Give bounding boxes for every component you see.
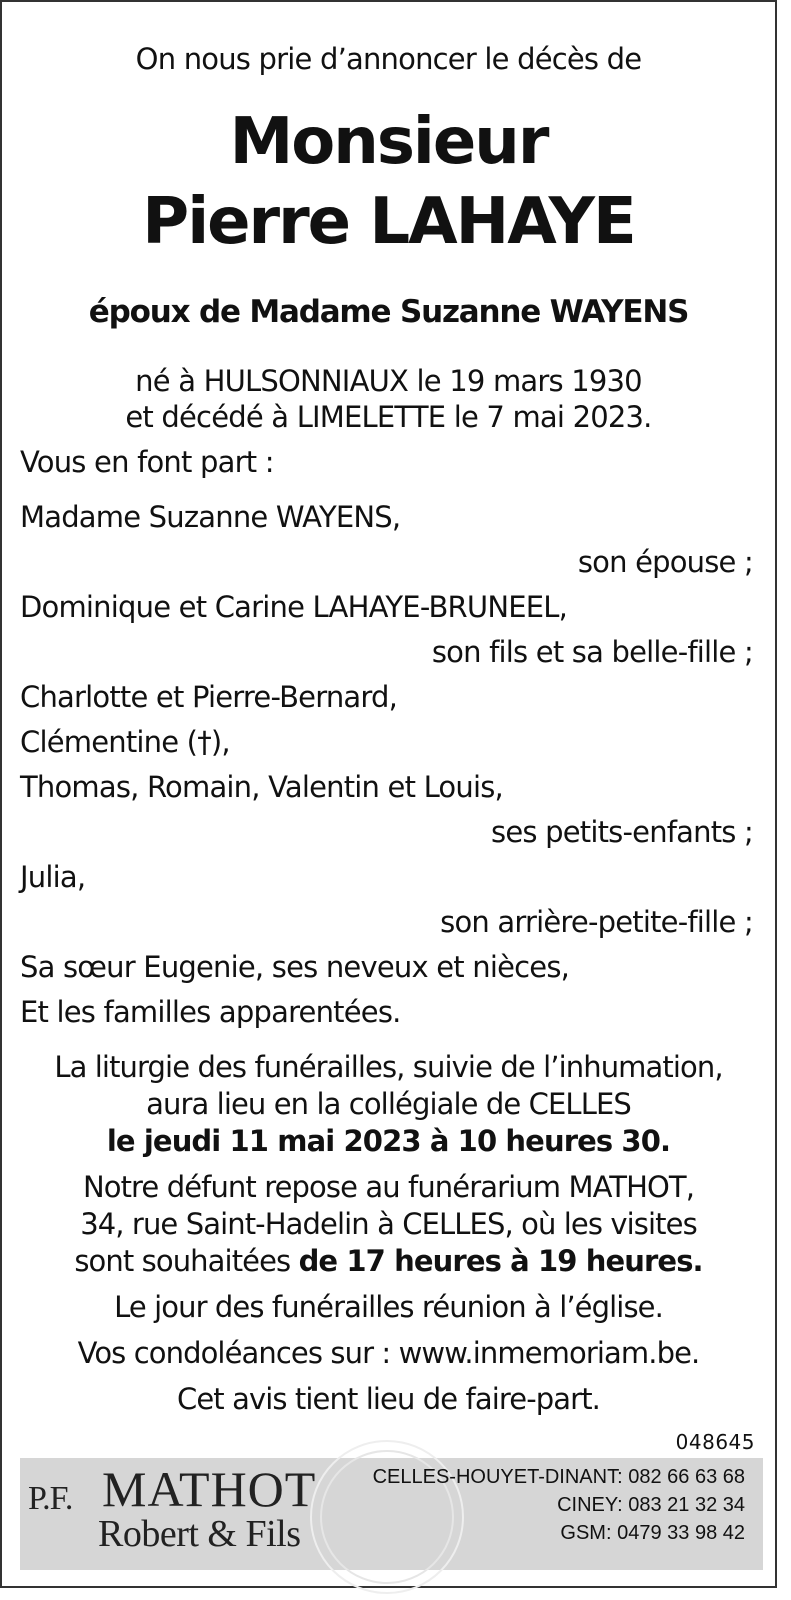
ceremony-line: aura lieu en la collégiale de CELLES	[146, 1087, 631, 1121]
family-line: Thomas, Romain, Valentin et Louis,	[20, 770, 503, 804]
family-relation: son arrière-petite-fille ;	[440, 905, 753, 939]
phone-number: 082 66 63 68	[628, 1466, 745, 1488]
phone-label: CINEY	[557, 1494, 618, 1516]
ceremony-date: le jeudi 11 mai 2023 à 10 heures 30.	[106, 1124, 671, 1158]
phone-number: 0479 33 98 42	[617, 1522, 745, 1544]
visiting-hours: de 17 heures à 19 heures.	[298, 1244, 703, 1278]
condolences-line: Vos condoléances sur : www.inmemoriam.be.	[77, 1336, 700, 1370]
phone-row: GSM: 0479 33 98 42	[560, 1522, 745, 1544]
phone-label: GSM	[560, 1522, 606, 1544]
death-line: et décédé à LIMELETTE le 7 mai 2023.	[125, 400, 652, 434]
family-line: Julia,	[20, 860, 86, 894]
family-intro: Vous en font part :	[20, 445, 274, 479]
family-line: Clémentine (†),	[20, 725, 230, 759]
phone-label: CELLES-HOUYET-DINANT	[372, 1466, 618, 1488]
family-line: Dominique et Carine LAHAYE-BRUNEEL,	[20, 590, 568, 624]
family-line: Et les familles apparentées.	[20, 995, 401, 1029]
reference-number: 048645	[675, 1430, 755, 1454]
phone-row: CINEY: 083 21 32 34	[557, 1494, 745, 1516]
ceremony-line: Le jour des funérailles réunion à l’église.	[114, 1290, 663, 1324]
ceremony-line: Notre défunt repose au funérarium MATHOT,	[82, 1170, 695, 1204]
birth-line: né à HULSONNIAUX le 19 mars 1930	[135, 364, 642, 398]
family-line: Charlotte et Pierre-Bernard,	[20, 680, 398, 714]
phone-row: CELLES-HOUYET-DINANT: 082 66 63 68	[372, 1466, 745, 1488]
intro-text: On nous prie d’annoncer le décès de	[135, 42, 642, 76]
title-line-1: Monsieur	[229, 105, 548, 179]
visiting-hours-prefix: sont souhaitées	[74, 1244, 299, 1278]
ceremony-line: La liturgie des funérailles, suivie de l’inhumation,	[54, 1050, 723, 1084]
title-line-2: Pierre LAHAYE	[142, 185, 635, 259]
ceremony-line: 34, rue Saint-Hadelin à CELLES, où les visites	[80, 1207, 697, 1241]
spouse-line: époux de Madame Suzanne WAYENS	[88, 294, 689, 330]
family-line: Sa sœur Eugenie, ses neveux et nièces,	[20, 950, 570, 984]
family-relation: son fils et sa belle-fille ;	[431, 635, 753, 669]
family-relation: son épouse ;	[577, 545, 753, 579]
pf-label: P.F.	[28, 1480, 73, 1517]
funeral-home-name: MATHOT	[102, 1461, 317, 1517]
family-relation: ses petits-enfants ;	[491, 815, 753, 849]
family-line: Madame Suzanne WAYENS,	[20, 500, 401, 534]
funeral-home-subtitle: Robert & Fils	[98, 1513, 301, 1555]
phone-number: 083 21 32 34	[628, 1494, 745, 1516]
visiting-hours-line	[2, 1244, 775, 1278]
ceremony-line: Cet avis tient lieu de faire-part.	[177, 1382, 600, 1416]
funeral-home-banner	[20, 1458, 763, 1570]
